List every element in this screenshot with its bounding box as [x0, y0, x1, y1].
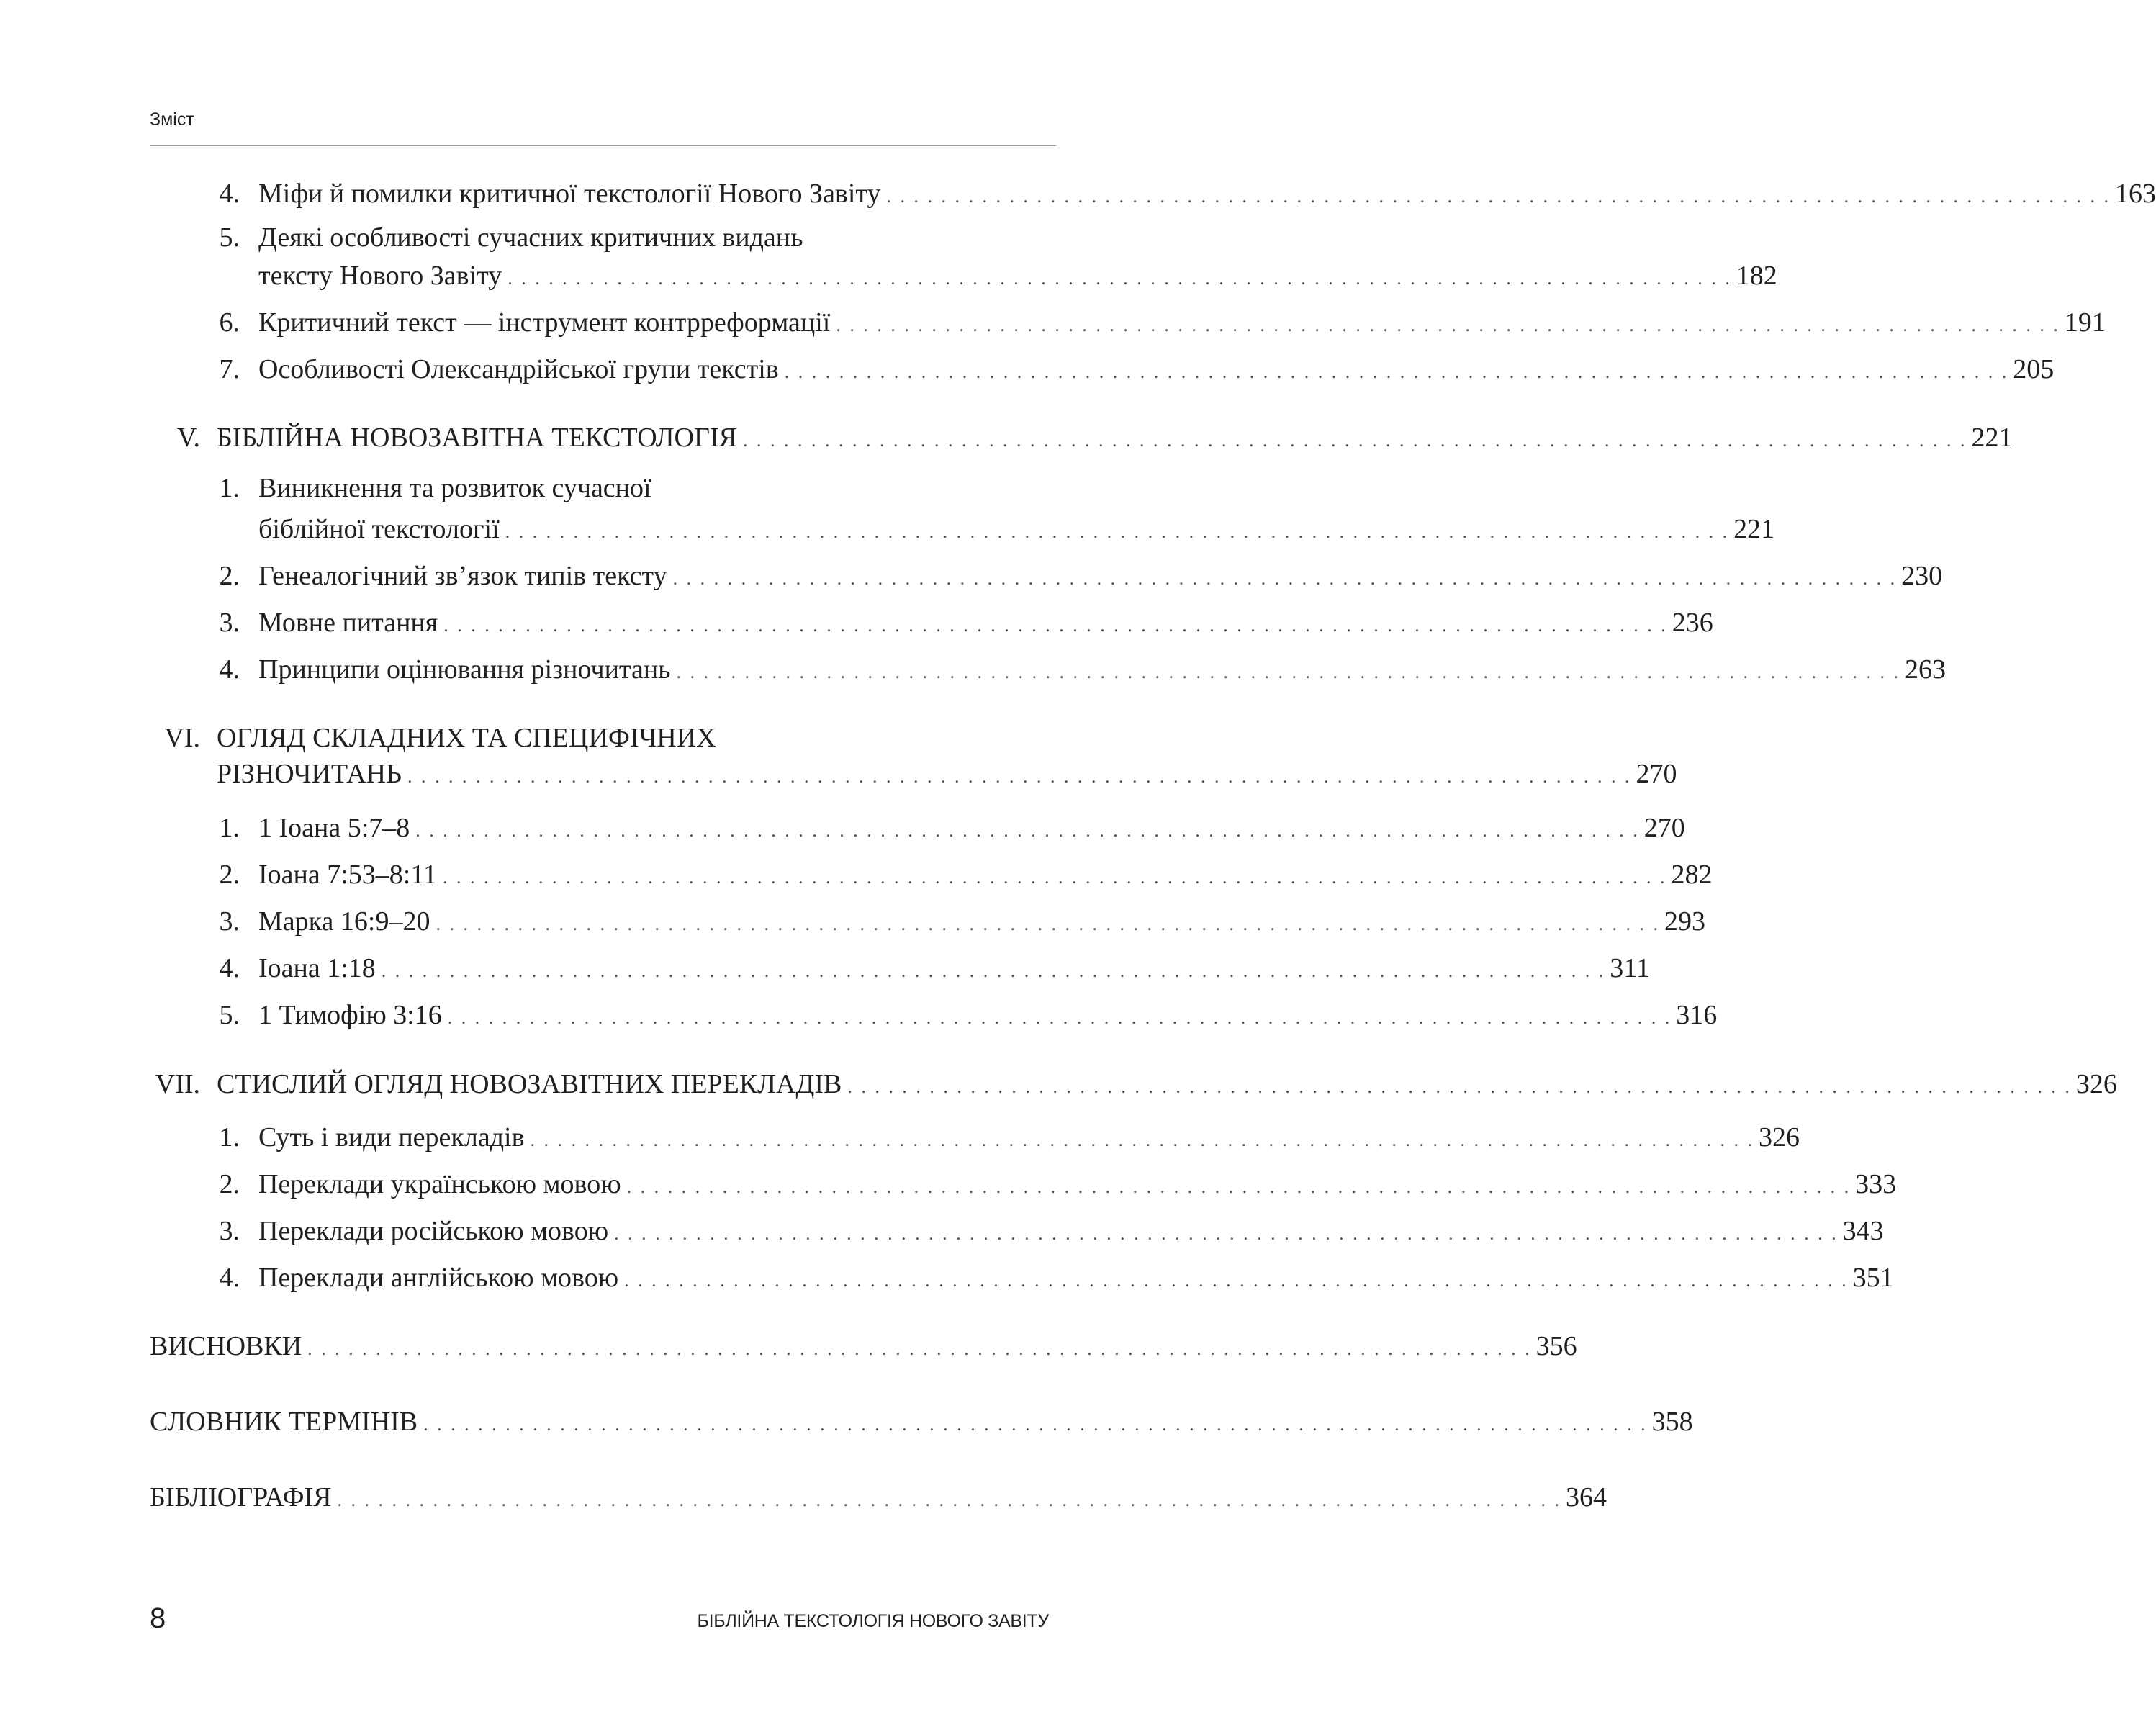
part-title: БІБЛІЙНА НОВОЗАВІТНА ТЕКСТОЛОГІЯ: [217, 423, 737, 453]
toc-entry[interactable]: [150, 1260, 1894, 1296]
part-page: 326: [2075, 1069, 2117, 1099]
dot-leader: . . . . . . . . . . . . . . . . . . . . . . . . . . . . . . . . . . . . . . . . . . . . . . . . . . . . . . . . . . . . . . . . . . . . . . . . . . . . . . . . . . . . . . . . . .: [784, 361, 2009, 382]
entry-title: 1 Іоана 5:7–8: [258, 813, 410, 843]
part-page: 221: [1971, 423, 2013, 453]
toc-entry[interactable]: [150, 558, 1943, 594]
entry-page: 282: [1671, 860, 1713, 890]
toc-top-entry[interactable]: [150, 1328, 1577, 1364]
entry-title: Особливості Олександрійської групи текстів: [258, 354, 779, 384]
dot-leader: . . . . . . . . . . . . . . . . . . . . . . . . . . . . . . . . . . . . . . . . . . . . . . . . . . . . . . . . . . . . . . . . . . . . . . . . . . . . . . . . . . . . . . . . . .: [886, 186, 2111, 207]
top-entry-title: СЛОВНИК ТЕРМІНІВ: [150, 1407, 418, 1437]
entry-title: Переклади англійською мовою: [258, 1263, 619, 1293]
entry-number: 1.: [219, 473, 240, 503]
dot-leader: . . . . . . . . . . . . . . . . . . . . . . . . . . . . . . . . . . . . . . . . . . . . . . . . . . . . . . . . . . . . . . . . . . . . . . . . . . . . . . . . . . . . . . . . . .: [447, 1007, 1672, 1028]
dot-leader: . . . . . . . . . . . . . . . . . . . . . . . . . . . . . . . . . . . . . . . . . . . . . . . . . . . . . . . . . . . . . . . . . . . . . . . . . . . . . . . . . . . . . . . . . .: [381, 960, 1606, 981]
entry-title: Марка 16:9–20: [258, 906, 430, 937]
dot-leader: . . . . . . . . . . . . . . . . . . . . . . . . . . . . . . . . . . . . . . . . . . . . . . . . . . . . . . . . . . . . . . . . . . . . . . . . . . . . . . . . . . . . . . . . . .: [443, 615, 1668, 636]
top-entry-title: ВИСНОВКИ: [150, 1331, 302, 1361]
part-number: V.: [176, 423, 200, 453]
entry-title: 1 Тимофію 3:16: [258, 1000, 442, 1030]
entry-page: 230: [1901, 561, 1943, 591]
toc-top-entry[interactable]: [150, 1479, 1607, 1515]
toc-part-line1: [150, 720, 1056, 756]
toc-entry-line1: [150, 470, 1056, 506]
toc-entry[interactable]: [150, 1213, 1884, 1249]
entry-title: Мовне питання: [258, 608, 438, 638]
entry-title: Міфи й помилки критичної текстології Нового Завіту: [258, 179, 881, 209]
toc-entry[interactable]: [150, 810, 1685, 846]
entry-title: Генеалогічний зв’язок типів тексту: [258, 561, 667, 591]
toc-entry[interactable]: [150, 651, 1947, 687]
toc-part[interactable]: [150, 1066, 2117, 1102]
entry-number: 4.: [219, 1263, 240, 1293]
part-title: РІЗНОЧИТАНЬ: [217, 759, 402, 789]
toc-entry[interactable]: [150, 605, 1713, 641]
dot-leader: . . . . . . . . . . . . . . . . . . . . . . . . . . . . . . . . . . . . . . . . . . . . . . . . . . . . . . . . . . . . . . . . . . . . . . . . . . . . . . . . . . . . . . . . . .: [626, 1176, 1851, 1197]
entry-number: 5.: [219, 1000, 240, 1030]
toc-entry[interactable]: [150, 176, 2156, 212]
entry-page: 221: [1733, 514, 1775, 544]
entry-number: 3.: [219, 906, 240, 937]
toc-entry[interactable]: [150, 950, 1650, 986]
dot-leader: . . . . . . . . . . . . . . . . . . . . . . . . . . . . . . . . . . . . . . . . . . . . . . . . . . . . . . . . . . . . . . . . . . . . . . . . . . . . . . . . . . . . . . . . . .: [836, 315, 2060, 335]
dot-leader: . . . . . . . . . . . . . . . . . . . . . . . . . . . . . . . . . . . . . . . . . . . . . . . . . . . . . . . . . . . . . . . . . . . . . . . . . . . . . . . . . . . . . . . . . .: [442, 867, 1667, 888]
running-head: Зміст: [150, 109, 194, 130]
entry-title: Критичний текст — інструмент контрреформації: [258, 307, 831, 338]
part-title-line1: ОГЛЯД СКЛАДНИХ ТА СПЕЦИФІЧНИХ: [217, 723, 716, 753]
entry-number: 7.: [219, 354, 240, 384]
entry-number: 2.: [219, 561, 240, 591]
toc-part[interactable]: [150, 420, 2013, 456]
entry-page: 270: [1643, 813, 1685, 843]
top-entry-page: 356: [1535, 1331, 1577, 1361]
dot-leader: . . . . . . . . . . . . . . . . . . . . . . . . . . . . . . . . . . . . . . . . . . . . . . . . . . . . . . . . . . . . . . . . . . . . . . . . . . . . . . . . . . . . . . . . . .: [307, 1338, 1532, 1359]
entry-number: 2.: [219, 860, 240, 890]
entry-page: 263: [1905, 654, 1947, 685]
toc-part[interactable]: [150, 756, 1677, 792]
toc-entry[interactable]: [150, 903, 1705, 939]
entry-title: Суть і види перекладів: [258, 1122, 525, 1153]
entry-number: 1.: [219, 1122, 240, 1153]
entry-page: 316: [1676, 1000, 1718, 1030]
entry-number: 5.: [219, 222, 240, 253]
dot-leader: . . . . . . . . . . . . . . . . . . . . . . . . . . . . . . . . . . . . . . . . . . . . . . . . . . . . . . . . . . . . . . . . . . . . . . . . . . . . . . . . . . . . . . . . . .: [614, 1223, 1839, 1244]
entry-page: 326: [1759, 1122, 1800, 1153]
entry-title: Переклади російською мовою: [258, 1216, 609, 1246]
toc-entry[interactable]: [150, 351, 2054, 387]
entry-page: 205: [2013, 354, 2054, 384]
entry-number: 1.: [219, 813, 240, 843]
entry-page: 236: [1672, 608, 1713, 638]
entry-title-line1: Виникнення та розвиток сучасної: [258, 473, 651, 503]
entry-number: 6.: [219, 307, 240, 338]
toc-entry[interactable]: [150, 511, 1775, 547]
toc-entry-line1: [150, 220, 1056, 256]
entry-title: Принципи оцінювання різночитань: [258, 654, 671, 685]
dot-leader: . . . . . . . . . . . . . . . . . . . . . . . . . . . . . . . . . . . . . . . . . . . . . . . . . . . . . . . . . . . . . . . . . . . . . . . . . . . . . . . . . . . . . . . . . .: [505, 521, 1730, 542]
dot-leader: . . . . . . . . . . . . . . . . . . . . . . . . . . . . . . . . . . . . . . . . . . . . . . . . . . . . . . . . . . . . . . . . . . . . . . . . . . . . . . . . . . . . . . . . . .: [407, 766, 1632, 787]
entry-number: 2.: [219, 1169, 240, 1199]
entry-page: 163: [2115, 179, 2156, 209]
entry-number: 4.: [219, 953, 240, 983]
entry-number: 3.: [219, 608, 240, 638]
part-number: VII.: [155, 1069, 200, 1099]
dot-leader: . . . . . . . . . . . . . . . . . . . . . . . . . . . . . . . . . . . . . . . . . . . . . . . . . . . . . . . . . . . . . . . . . . . . . . . . . . . . . . . . . . . . . . . . . .: [337, 1489, 1562, 1510]
part-page: 270: [1636, 759, 1677, 789]
top-entry-page: 364: [1566, 1482, 1607, 1512]
entry-page: 343: [1842, 1216, 1884, 1246]
dot-leader: . . . . . . . . . . . . . . . . . . . . . . . . . . . . . . . . . . . . . . . . . . . . . . . . . . . . . . . . . . . . . . . . . . . . . . . . . . . . . . . . . . . . . . . . . .: [508, 268, 1732, 289]
toc-entry[interactable]: [150, 1119, 1800, 1155]
entry-title: Іоана 1:18: [258, 953, 376, 983]
table-of-contents: [150, 0, 2156, 1727]
top-entry-page: 358: [1651, 1407, 1693, 1437]
entry-page: 293: [1664, 906, 1705, 937]
dot-leader: . . . . . . . . . . . . . . . . . . . . . . . . . . . . . . . . . . . . . . . . . . . . . . . . . . . . . . . . . . . . . . . . . . . . . . . . . . . . . . . . . . . . . . . . . .: [676, 662, 1901, 682]
entry-title: Іоана 7:53–8:11: [258, 860, 437, 890]
dot-leader: . . . . . . . . . . . . . . . . . . . . . . . . . . . . . . . . . . . . . . . . . . . . . . . . . . . . . . . . . . . . . . . . . . . . . . . . . . . . . . . . . . . . . . . . . .: [624, 1270, 1849, 1291]
entry-page: 311: [1610, 953, 1650, 983]
toc-entry[interactable]: [150, 258, 1777, 294]
toc-entry[interactable]: [150, 857, 1713, 893]
entry-title-line1: Деякі особливості сучасних критичних видань: [258, 222, 803, 253]
running-foot-title: БІБЛІЙНА ТЕКСТОЛОГІЯ НОВОГО ЗАВІТУ: [697, 1611, 1049, 1631]
toc-entry[interactable]: [150, 305, 2106, 341]
dot-leader: . . . . . . . . . . . . . . . . . . . . . . . . . . . . . . . . . . . . . . . . . . . . . . . . . . . . . . . . . . . . . . . . . . . . . . . . . . . . . . . . . . . . . . . . . .: [423, 1414, 1648, 1435]
part-title: СТИСЛИЙ ОГЛЯД НОВОЗАВІТНИХ ПЕРЕКЛАДІВ: [217, 1069, 842, 1099]
dot-leader: . . . . . . . . . . . . . . . . . . . . . . . . . . . . . . . . . . . . . . . . . . . . . . . . . . . . . . . . . . . . . . . . . . . . . . . . . . . . . . . . . . . . . . . . . .: [847, 1076, 2072, 1097]
entry-title: тексту Нового Завіту: [258, 261, 502, 291]
dot-leader: . . . . . . . . . . . . . . . . . . . . . . . . . . . . . . . . . . . . . . . . . . . . . . . . . . . . . . . . . . . . . . . . . . . . . . . . . . . . . . . . . . . . . . . . . .: [672, 568, 1898, 589]
entry-page: 191: [2064, 307, 2106, 338]
entry-number: 4.: [219, 654, 240, 685]
toc-entry[interactable]: [150, 997, 1718, 1033]
entry-page: 333: [1855, 1169, 1897, 1199]
toc-entry[interactable]: [150, 1166, 1897, 1202]
dot-leader: . . . . . . . . . . . . . . . . . . . . . . . . . . . . . . . . . . . . . . . . . . . . . . . . . . . . . . . . . . . . . . . . . . . . . . . . . . . . . . . . . . . . . . . . . .: [436, 914, 1660, 934]
entry-title: Переклади українською мовою: [258, 1169, 621, 1199]
toc-top-entry[interactable]: [150, 1404, 1693, 1440]
entry-number: 4.: [219, 179, 240, 209]
dot-leader: . . . . . . . . . . . . . . . . . . . . . . . . . . . . . . . . . . . . . . . . . . . . . . . . . . . . . . . . . . . . . . . . . . . . . . . . . . . . . . . . . . . . . . . . . .: [415, 820, 1640, 841]
page-number: 8: [150, 1602, 166, 1634]
entry-title: біблійної текстології: [258, 514, 500, 544]
entry-number: 3.: [219, 1216, 240, 1246]
part-number: VI.: [164, 723, 200, 753]
top-entry-title: БІБЛІОГРАФІЯ: [150, 1482, 332, 1512]
dot-leader: . . . . . . . . . . . . . . . . . . . . . . . . . . . . . . . . . . . . . . . . . . . . . . . . . . . . . . . . . . . . . . . . . . . . . . . . . . . . . . . . . . . . . . . . . .: [530, 1129, 1755, 1150]
entry-page: 351: [1852, 1263, 1894, 1293]
entry-page: 182: [1736, 261, 1777, 291]
dot-leader: . . . . . . . . . . . . . . . . . . . . . . . . . . . . . . . . . . . . . . . . . . . . . . . . . . . . . . . . . . . . . . . . . . . . . . . . . . . . . . . . . . . . . . . . . .: [742, 430, 1967, 451]
